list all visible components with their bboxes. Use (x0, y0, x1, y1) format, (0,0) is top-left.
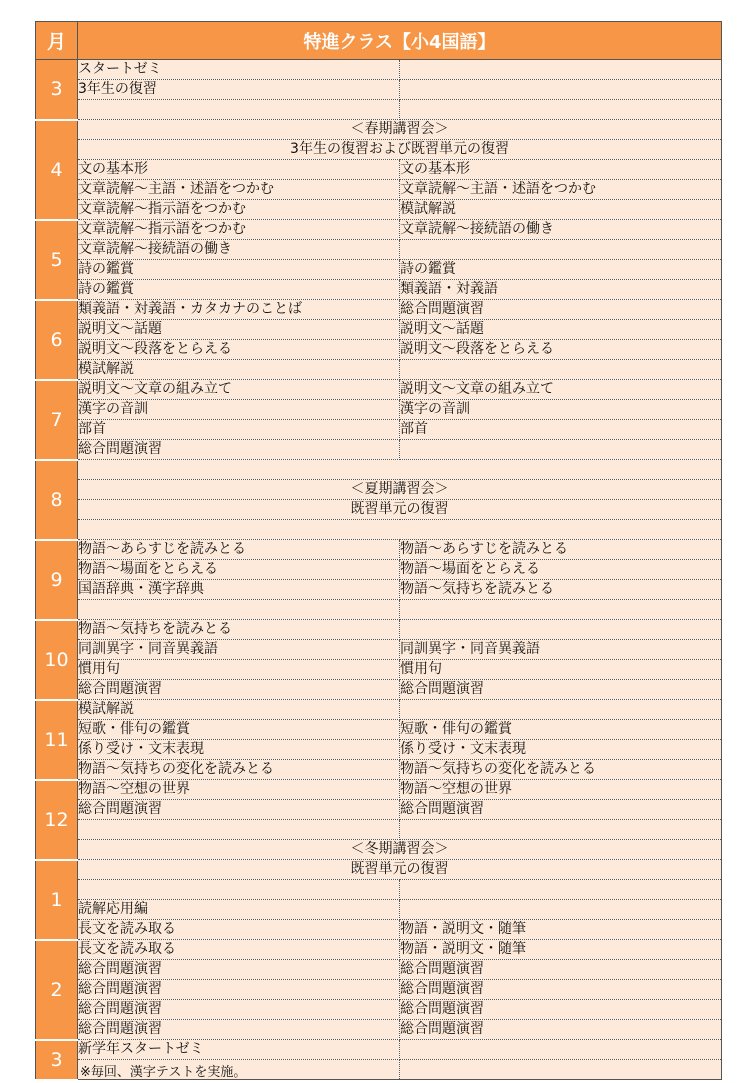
month-label: 8 (36, 460, 78, 540)
topic-cell-b: 文章読解～主語・述語をつかむ (400, 180, 722, 200)
topic-cell-b (400, 60, 722, 80)
session-heading: 既習単元の復習 (78, 860, 722, 880)
topic-cell-b: 漢字の音訓 (400, 400, 722, 420)
month-label: 11 (36, 700, 78, 780)
topic-cell-b (400, 440, 722, 460)
session-heading: ＜春期講習会＞ (78, 120, 722, 140)
month-label: 4 (36, 120, 78, 220)
schedule-row (36, 520, 722, 540)
schedule-row (36, 820, 722, 840)
month-label: 10 (36, 620, 78, 700)
schedule-row (36, 860, 722, 880)
schedule-row (36, 660, 722, 680)
session-heading: 3年生の復習および既習単元の復習 (78, 140, 722, 160)
topic-cell-b: 総合問題演習 (400, 960, 722, 980)
schedule-row (36, 360, 722, 380)
schedule-body (36, 60, 722, 1080)
month-label: 2 (36, 940, 78, 1040)
session-heading: ＜冬期講習会＞ (78, 840, 722, 860)
month-label: 3 (36, 1040, 78, 1080)
schedule-row (36, 280, 722, 300)
schedule-row (36, 160, 722, 180)
schedule-row (36, 560, 722, 580)
topic-cell-a: 説明文～話題 (78, 320, 400, 340)
topic-cell-a: 総合問題演習 (78, 680, 400, 700)
topic-cell-a: スタートゼミ (78, 60, 400, 80)
topic-cell-a: 物語～気持ちを読みとる (78, 620, 400, 640)
month-label: 6 (36, 300, 78, 380)
topic-cell-a: 長文を読み取る (78, 940, 400, 960)
topic-cell-a: 総合問題演習 (78, 800, 400, 820)
topic-cell-b: 模試解説 (400, 200, 722, 220)
topic-cell-a: 部首 (78, 420, 400, 440)
footnote: ※毎回、漢字テストを実施。 (80, 1065, 247, 1080)
schedule-row (36, 1040, 722, 1060)
schedule-row (36, 840, 722, 860)
header-row (36, 22, 722, 60)
schedule-sheet (35, 21, 721, 1081)
topic-cell-b: 総合問題演習 (400, 980, 722, 1000)
schedule-row (36, 340, 722, 360)
month-column-header: 月 (36, 22, 78, 60)
topic-cell-b: 総合問題演習 (400, 800, 722, 820)
topic-cell-a: 類義語・対義語・カタカナのことば (78, 300, 400, 320)
topic-cell-b: 物語～あらすじを読みとる (400, 540, 722, 560)
topic-cell-b (400, 880, 722, 900)
schedule-row (36, 140, 722, 160)
topic-cell-b (400, 900, 722, 920)
topic-cell-b (400, 80, 722, 100)
topic-cell-a: 総合問題演習 (78, 1020, 400, 1040)
topic-cell-a: 物語～場面をとらえる (78, 560, 400, 580)
schedule-row (36, 540, 722, 560)
topic-cell-b: 同訓異字・同音異義語 (400, 640, 722, 660)
topic-cell-a: 漢字の音訓 (78, 400, 400, 420)
topic-cell-b (400, 620, 722, 640)
topic-cell-b: 説明文～段落をとらえる (400, 340, 722, 360)
topic-cell-a: 文章読解～指示語をつかむ (78, 200, 400, 220)
month-label: 5 (36, 220, 78, 300)
schedule-row (36, 720, 722, 740)
topic-cell-b (400, 240, 722, 260)
topic-cell-a: 総合問題演習 (78, 440, 400, 460)
schedule-row (36, 480, 722, 500)
schedule-row (36, 880, 722, 900)
topic-cell-a (78, 820, 400, 840)
topic-cell-b: 物語～気持ちを読みとる (400, 580, 722, 600)
topic-cell-a: 詩の鑑賞 (78, 280, 400, 300)
schedule-row (36, 1020, 722, 1040)
topic-cell-a: 読解応用編 (78, 900, 400, 920)
schedule-row (36, 1000, 722, 1020)
schedule-row (36, 740, 722, 760)
topic-cell-b: 説明文～文章の組み立て (400, 380, 722, 400)
topic-cell-b: 物語・説明文・随筆 (400, 940, 722, 960)
topic-cell-b: 文章読解～接続語の働き (400, 220, 722, 240)
session-heading (78, 520, 722, 540)
topic-cell-a: 詩の鑑賞 (78, 260, 400, 280)
session-heading (78, 460, 722, 480)
topic-cell-b (400, 100, 722, 120)
topic-cell-a: 係り受け・文末表現 (78, 740, 400, 760)
schedule-row (36, 100, 722, 120)
topic-cell-a: 模試解説 (78, 700, 400, 720)
schedule-row (36, 380, 722, 400)
schedule-row (36, 400, 722, 420)
month-label: 12 (36, 780, 78, 860)
topic-cell-a: 総合問題演習 (78, 980, 400, 1000)
schedule-row (36, 120, 722, 140)
topic-cell-a: 説明文～文章の組み立て (78, 380, 400, 400)
session-heading: 既習単元の復習 (78, 500, 722, 520)
topic-cell-b: 総合問題演習 (400, 1020, 722, 1040)
schedule-row (36, 940, 722, 960)
topic-cell-a: 同訓異字・同音異義語 (78, 640, 400, 660)
schedule-row (36, 240, 722, 260)
topic-cell-b: 総合問題演習 (400, 300, 722, 320)
topic-cell-b: 総合問題演習 (400, 1000, 722, 1020)
topic-cell-b: 係り受け・文末表現 (400, 740, 722, 760)
schedule-row (36, 640, 722, 660)
topic-cell-a: 総合問題演習 (78, 1000, 400, 1020)
topic-cell-a: 3年生の復習 (78, 80, 400, 100)
topic-cell-b: 物語～場面をとらえる (400, 560, 722, 580)
topic-cell-b: 短歌・俳句の鑑賞 (400, 720, 722, 740)
schedule-row (36, 420, 722, 440)
topic-cell-a: 文章読解～接続語の働き (78, 240, 400, 260)
topic-cell-a: 文の基本形 (78, 160, 400, 180)
schedule-row (36, 900, 722, 920)
topic-cell-b: 説明文～話題 (400, 320, 722, 340)
topic-cell-b (400, 360, 722, 380)
topic-cell-b: 部首 (400, 420, 722, 440)
topic-cell-a (78, 600, 400, 620)
month-label: 7 (36, 380, 78, 460)
schedule-row (36, 220, 722, 240)
schedule-row (36, 460, 722, 480)
topic-cell-a: 慣用句 (78, 660, 400, 680)
schedule-row (36, 700, 722, 720)
topic-cell-a: 短歌・俳句の鑑賞 (78, 720, 400, 740)
topic-cell-a: 国語辞典・漢字辞典 (78, 580, 400, 600)
topic-cell-b (400, 820, 722, 840)
schedule-row (36, 800, 722, 820)
topic-cell-b: 文の基本形 (400, 160, 722, 180)
session-heading: ＜夏期講習会＞ (78, 480, 722, 500)
topic-cell-a: 長文を読み取る (78, 920, 400, 940)
schedule-row (36, 960, 722, 980)
topic-cell-b: 物語～気持ちの変化を読みとる (400, 760, 722, 780)
schedule-row (36, 760, 722, 780)
schedule-row (36, 80, 722, 100)
topic-cell-b: 詩の鑑賞 (400, 260, 722, 280)
topic-cell-b (400, 600, 722, 620)
topic-cell-a (78, 880, 400, 900)
topic-cell-a: 総合問題演習 (78, 960, 400, 980)
month-label: 3 (36, 60, 78, 120)
schedule-row (36, 580, 722, 600)
month-label: 9 (36, 540, 78, 620)
schedule-row (36, 180, 722, 200)
schedule-row (36, 600, 722, 620)
topic-cell-b (400, 1040, 722, 1060)
schedule-row (36, 260, 722, 280)
topic-cell-a: 物語～空想の世界 (78, 780, 400, 800)
topic-cell-a (78, 100, 400, 120)
topic-cell-b: 総合問題演習 (400, 680, 722, 700)
topic-cell-a: 物語～あらすじを読みとる (78, 540, 400, 560)
topic-cell-b: 類義語・対義語 (400, 280, 722, 300)
topic-cell-a: 説明文～段落をとらえる (78, 340, 400, 360)
schedule-row (36, 60, 722, 80)
topic-cell-b: 慣用句 (400, 660, 722, 680)
schedule-row (36, 500, 722, 520)
schedule-row (36, 200, 722, 220)
schedule-row (36, 300, 722, 320)
topic-cell-b: 物語・説明文・随筆 (400, 920, 722, 940)
schedule-row (36, 440, 722, 460)
topic-cell-a: 文章読解～主語・述語をつかむ (78, 180, 400, 200)
schedule-row (36, 920, 722, 940)
topic-cell-a: 文章読解～指示語をつかむ (78, 220, 400, 240)
topic-cell-a: 模試解説 (78, 360, 400, 380)
topic-cell-b: 物語～空想の世界 (400, 780, 722, 800)
topic-cell-b (400, 1060, 722, 1080)
topic-cell-a: 物語～気持ちの変化を読みとる (78, 760, 400, 780)
schedule-table (35, 21, 722, 1081)
schedule-row (36, 980, 722, 1000)
schedule-row (36, 680, 722, 700)
month-label: 1 (36, 860, 78, 940)
page-title: 特進クラス【小4国語】 (78, 22, 722, 60)
topic-cell-b (400, 700, 722, 720)
topic-cell-a: 新学年スタートゼミ (78, 1040, 400, 1060)
schedule-row (36, 620, 722, 640)
schedule-row (36, 320, 722, 340)
schedule-row (36, 780, 722, 800)
